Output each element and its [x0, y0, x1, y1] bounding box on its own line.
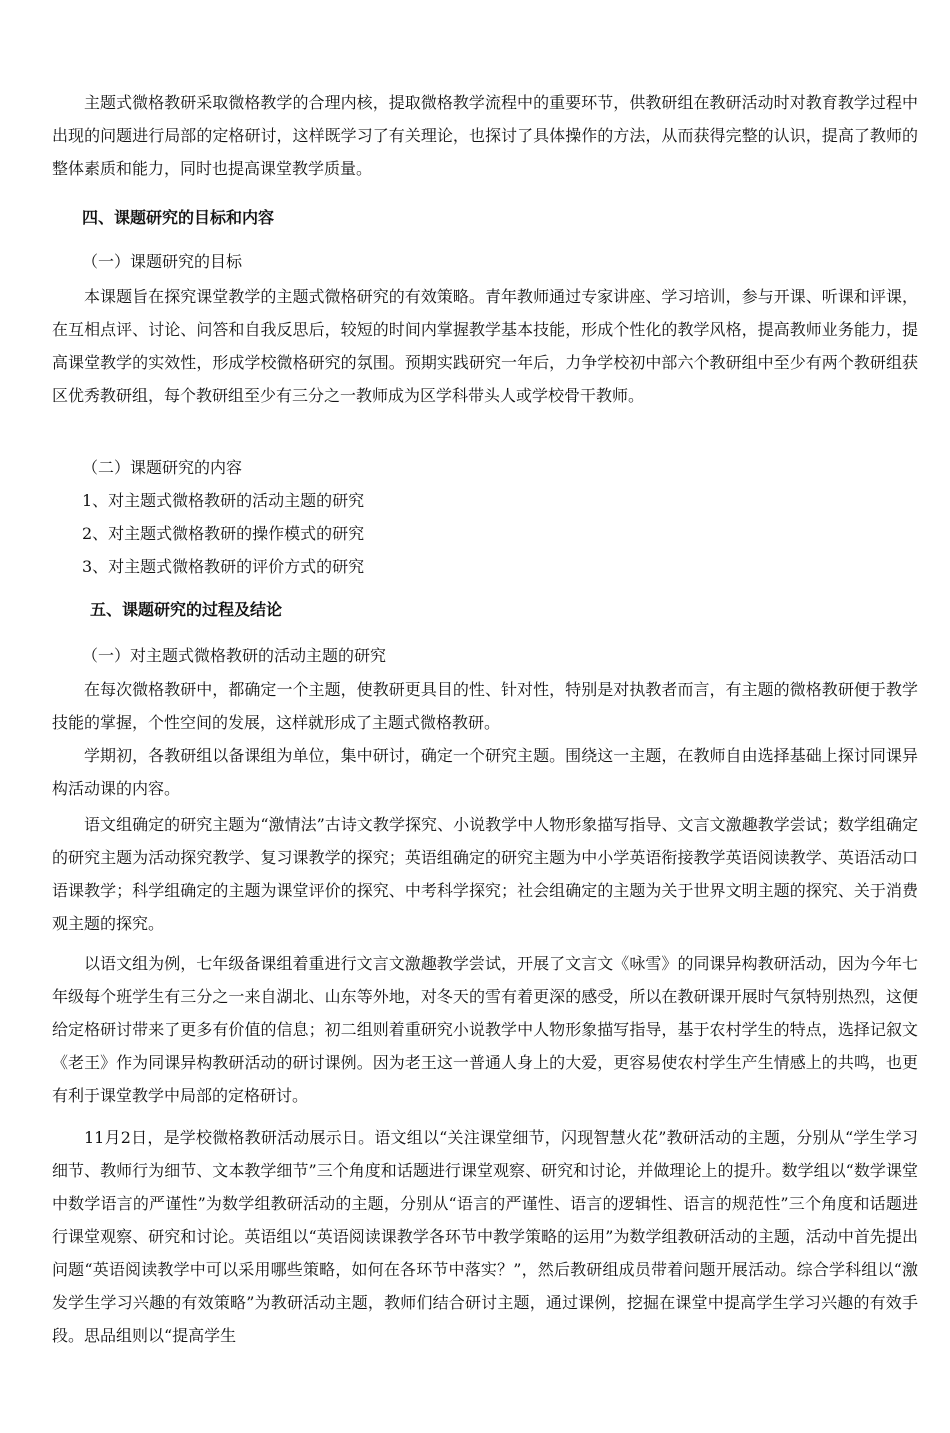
- paragraph-intro: 主题式微格教研采取微格教学的合理内核，提取微格教学流程中的重要环节，供教研组在教研活动时对教育教学过程中出现的问题进行局部的定格研讨，这样既学习了有关理论，也探讨了具体操作的方法，从而获得完整的认识，提高了教师的整体素质和能力，同时也提高课堂教学质量。: [52, 93, 918, 178]
- paragraph-theme-5: 11月2日，是学校微格教研活动展示日。语文组以“关注课堂细节，闪现智慧火花”教研活动的主题，分别从“学生学习细节、教师行为细节、文本教学细节”三个角度和话题进行课堂观察、研究和讨论，并做理论上的提升。数学组以“数学课堂中数学语言的严谨性”为数学组教研活动的主题，分别从“语言的严谨性、语言的逻辑性、语言的规范性”三个角度和话题进行课堂观察、研究和讨论。英语组以“英语阅读课教学各环节中教学策略的运用”为数学组教研活动的主题，活动中首先提出问题“英语阅读教学中可以采用哪些策略，如何在各环节中落实？”，然后教研组成员带着问题开展活动。综合学科组以“激发学生学习兴趣的有效策略”为教研活动主题，教师们结合研讨主题，通过课例，挖掘在课堂中提高学生学习兴趣的有效手段。思品组则以“提高学生: [52, 1128, 918, 1345]
- subheading-theme: （一）对主题式微格教研的活动主题的研究: [82, 646, 387, 665]
- paragraph-theme-1: 在每次微格教研中，都确定一个主题，使教研更具目的性、针对性，特别是对执教者而言，有主题的微格教研便于教学技能的掌握，个性空间的发展，这样就形成了主题式微格教研。: [52, 680, 918, 732]
- list-item-3: 3、对主题式微格教研的评价方式的研究: [82, 557, 365, 576]
- subheading-content: （二）课题研究的内容: [82, 458, 243, 477]
- paragraph-theme-2: 学期初，各教研组以备课组为单位，集中研讨，确定一个研究主题。围绕这一主题，在教师自由选择基础上探讨同课异构活动课的内容。: [52, 746, 918, 798]
- paragraph-goal: 本课题旨在探究课堂教学的主题式微格研究的有效策略。青年教师通过专家讲座、学习培训，参与开课、听课和评课，在互相点评、讨论、问答和自我反思后，较短的时间内掌握教学基本技能，形成个性化的教学风格，提高教师业务能力，提高课堂教学的实效性，形成学校微格研究的氛围。预期实践研究一年后，力争学校初中部六个教研组中至少有两个教研组获区优秀教研组，每个教研组至少有三分之一教师成为区学科带头人或学校骨干教师。: [52, 287, 918, 405]
- paragraph-theme-3: 语文组确定的研究主题为“激情法”古诗文教学探究、小说教学中人物形象描写指导、文言文激趣教学尝试；数学组确定的研究主题为活动探究教学、复习课教学的探究；英语组确定的研究主题为中小学英语衔接教学英语阅读教学、英语活动口语课教学；科学组确定的主题为课堂评价的探究、中考科学探究；社会组确定的主题为关于世界文明主题的探究、关于消费观主题的探究。: [52, 815, 918, 933]
- list-item-1: 1、对主题式微格教研的活动主题的研究: [82, 491, 365, 510]
- paragraph-theme-4: 以语文组为例，七年级备课组着重进行文言文激趣教学尝试，开展了文言文《咏雪》的同课异构教研活动，因为今年七年级每个班学生有三分之一来自湖北、山东等外地，对冬天的雪有着更深的感受，所以在教研课开展时气氛特别热烈，这便给定格研讨带来了更多有价值的信息；初二组则着重研究小说教学中人物形象描写指导，基于农村学生的特点，选择记叙文《老王》作为同课异构教研活动的研讨课例。因为老王这一普通人身上的大爱，更容易使农村学生产生情感上的共鸣，也更有利于课堂教学中局部的定格研讨。: [52, 954, 918, 1105]
- section-heading-4: 四、课题研究的目标和内容: [82, 208, 275, 227]
- list-item-2: 2、对主题式微格教研的操作模式的研究: [82, 524, 365, 543]
- section-heading-5: 五、课题研究的过程及结论: [90, 600, 283, 619]
- subheading-goal: （一）课题研究的目标: [82, 252, 243, 271]
